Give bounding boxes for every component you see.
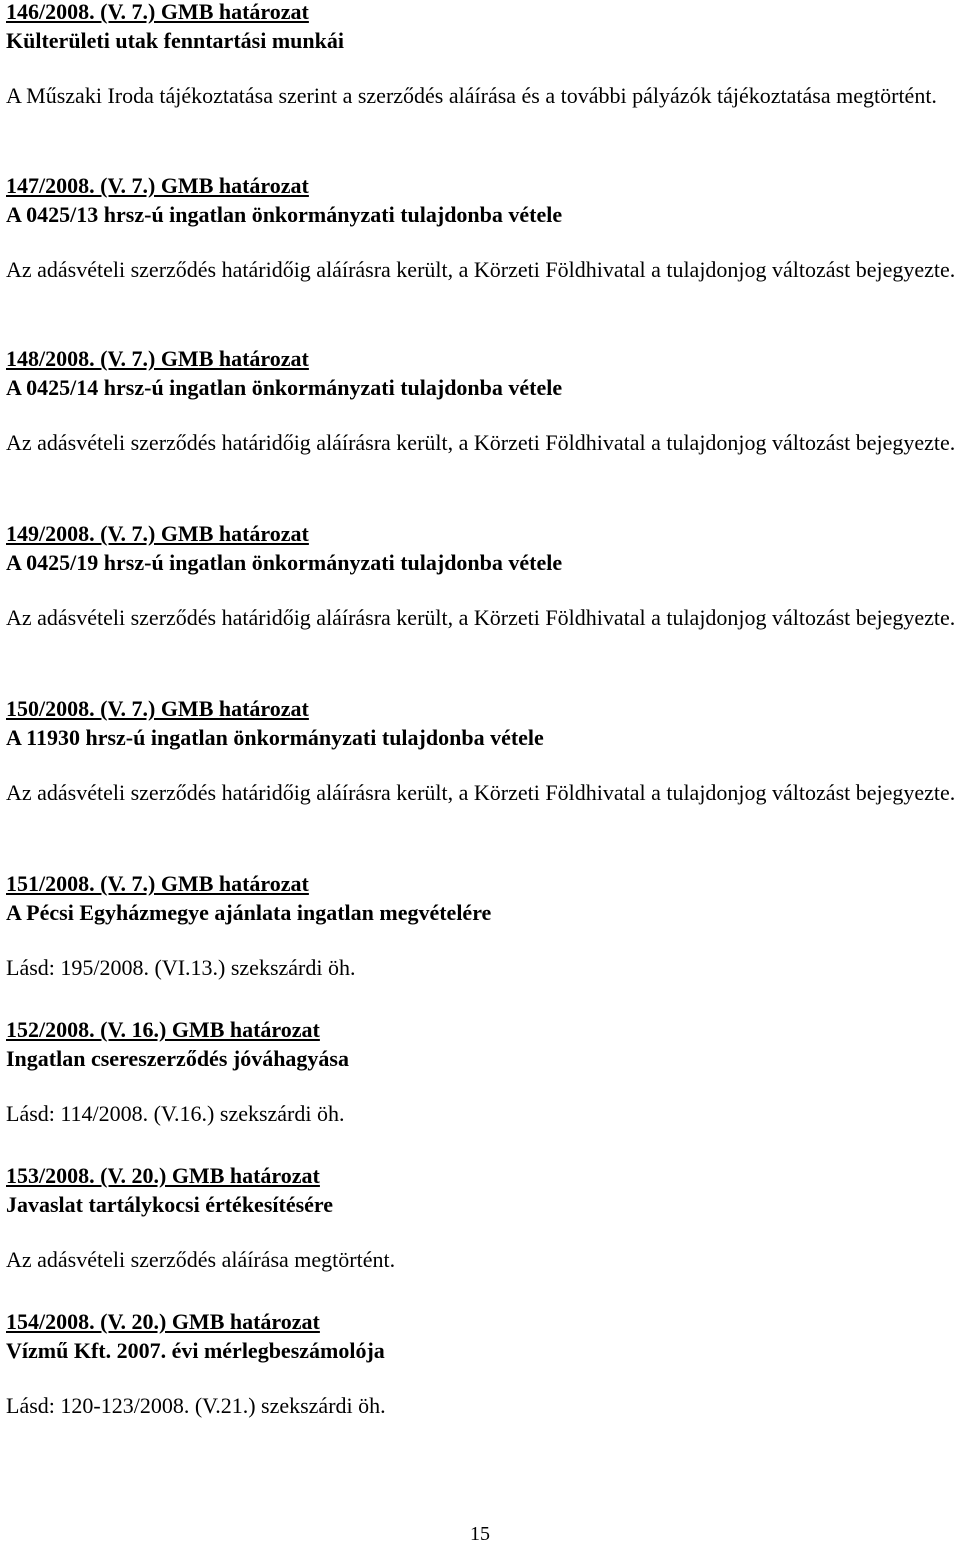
resolution-body: A Műszaki Iroda tájékoztatása szerint a szerződés aláírása és a további pályázók tájékoztatása megtörtént. — [6, 83, 937, 108]
resolution-title: A 0425/14 hrsz-ú ingatlan önkormányzati tulajdonba vétele — [6, 375, 563, 400]
resolution-number: 152/2008. (V. 16.) GMB határozat — [6, 1017, 320, 1042]
resolution-body: Az adásvételi szerződés határidőig aláírásra került, a Körzeti Földhivatal a tulajdonjog változást bejegyezte. — [6, 430, 956, 455]
resolution-153 — [6, 1161, 960, 1274]
resolution-title: Vízmű Kft. 2007. évi mérlegbeszámolója — [6, 1338, 385, 1363]
resolution-title: A 11930 hrsz-ú ingatlan önkormányzati tulajdonba vétele — [6, 725, 544, 750]
resolution-number: 154/2008. (V. 20.) GMB határozat — [6, 1309, 320, 1334]
resolution-body: Az adásvételi szerződés határidőig aláírásra került, a Körzeti Földhivatal a tulajdonjog változást bejegyezte. — [6, 780, 956, 805]
resolution-title: A 0425/13 hrsz-ú ingatlan önkormányzati tulajdonba vétele — [6, 202, 563, 227]
resolution-body: Lásd: 120-123/2008. (V.21.) szekszárdi öh. — [6, 1393, 386, 1418]
page-number: 15 — [470, 1523, 490, 1545]
resolution-title: Külterületi utak fenntartási munkái — [6, 28, 344, 53]
resolution-150 — [6, 694, 960, 807]
resolution-146 — [6, 0, 960, 110]
resolution-147 — [6, 171, 960, 284]
resolution-number: 149/2008. (V. 7.) GMB határozat — [6, 521, 309, 546]
resolution-number: 147/2008. (V. 7.) GMB határozat — [6, 173, 309, 198]
resolution-body: Az adásvételi szerződés aláírása megtörtént. — [6, 1247, 396, 1272]
resolution-152 — [6, 1015, 960, 1128]
resolution-149 — [6, 519, 960, 632]
resolution-number: 146/2008. (V. 7.) GMB határozat — [6, 0, 309, 24]
resolution-title: Ingatlan csereszerződés jóváhagyása — [6, 1046, 349, 1071]
resolution-number: 153/2008. (V. 20.) GMB határozat — [6, 1163, 320, 1188]
resolution-number: 148/2008. (V. 7.) GMB határozat — [6, 346, 309, 371]
resolution-151 — [6, 869, 960, 982]
resolution-number: 151/2008. (V. 7.) GMB határozat — [6, 871, 309, 896]
resolution-body: Lásd: 114/2008. (V.16.) szekszárdi öh. — [6, 1101, 345, 1126]
resolution-title: Javaslat tartálykocsi értékesítésére — [6, 1192, 334, 1217]
resolution-number: 150/2008. (V. 7.) GMB határozat — [6, 696, 309, 721]
resolution-body: Az adásvételi szerződés határidőig aláírásra került, a Körzeti Földhivatal a tulajdonjog változást bejegyezte. — [6, 605, 956, 630]
resolution-title: A Pécsi Egyházmegye ajánlata ingatlan megvételére — [6, 900, 492, 925]
resolution-154 — [6, 1307, 960, 1420]
resolution-title: A 0425/19 hrsz-ú ingatlan önkormányzati tulajdonba vétele — [6, 550, 563, 575]
resolution-body: Lásd: 195/2008. (VI.13.) szekszárdi öh. — [6, 955, 356, 980]
resolution-148 — [6, 344, 960, 457]
resolution-body: Az adásvételi szerződés határidőig aláírásra került, a Körzeti Földhivatal a tulajdonjog változást bejegyezte. — [6, 257, 956, 282]
